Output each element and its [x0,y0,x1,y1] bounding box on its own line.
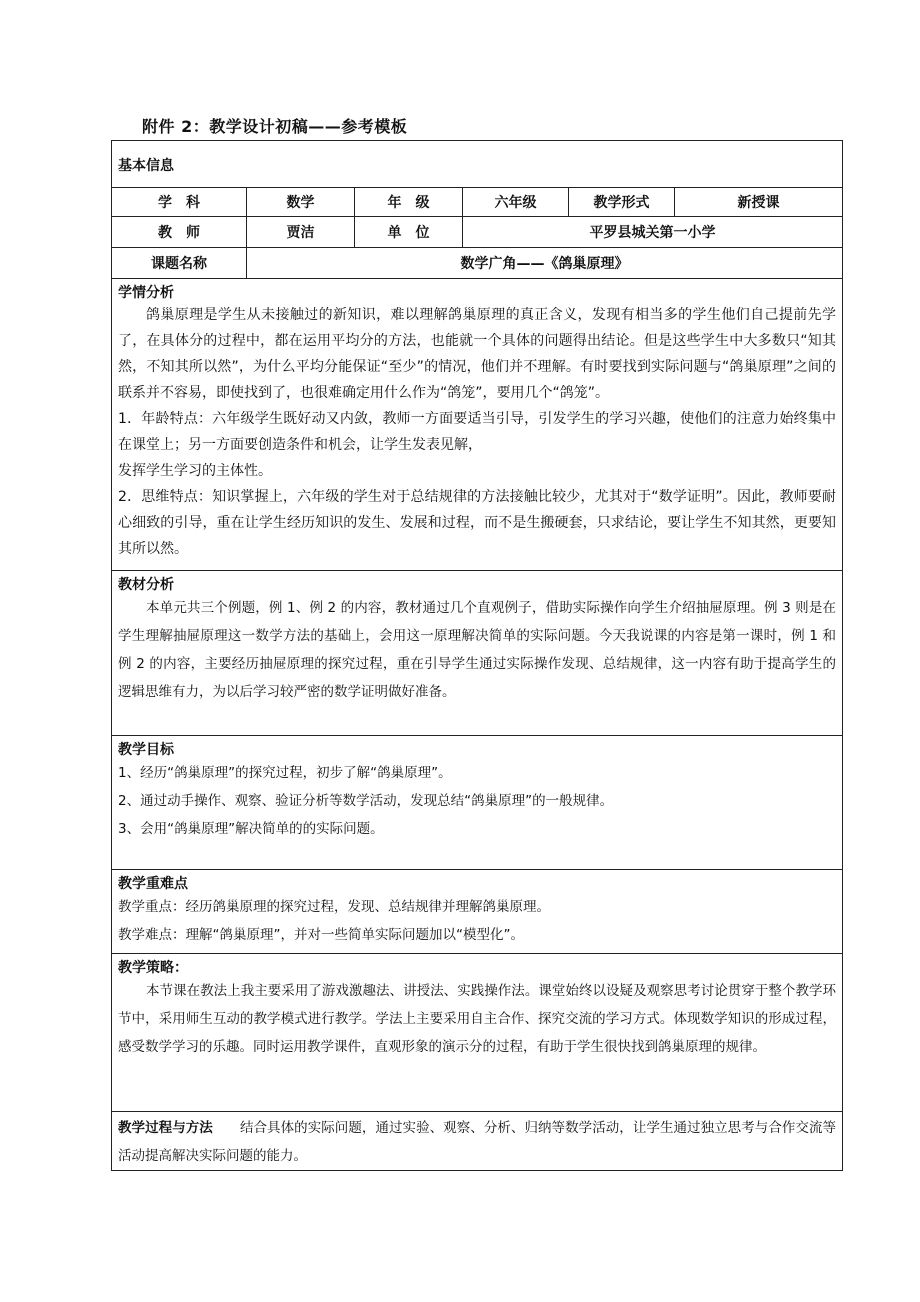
material-analysis-heading: 教材分析 [118,577,174,593]
difficult-point-text: 教学难点：理解“鸽巢原理”，并对一些简单实际问题加以“模型化”。 [118,927,524,943]
goal-item: 1、经历“鸽巢原理”的探究过程，初步了解“鸽巢原理”。 [118,765,452,781]
teaching-process-paragraph [112,1112,842,1170]
learner-analysis-section [112,279,843,571]
goal-item: 2、通过动手操作、观察、验证分析等数学活动，发现总结“鸽巢原理”的一般规律。 [118,793,614,809]
teaching-strategy-heading: 教学策略： [118,960,188,976]
topic-value: 数学广角——《鸽巢原理》 [247,248,843,279]
grade-value: 六年级 [463,188,569,217]
basic-info-label: 基本信息 [118,158,174,174]
teaching-process-text: 结合具体的实际问题，通过实验、观察、分析、归纳等数学活动，让学生通过独立思考与合作交流等活动提高解决实际问题的能力。 [118,1120,837,1164]
key-difficult-points-heading: 教学重难点 [118,876,188,892]
unit-label: 单 位 [355,217,463,248]
basic-info-header [112,141,843,188]
teaching-goals-heading: 教学目标 [118,742,174,758]
age-characteristics: 1．年龄特点：六年级学生既好动又内敛，教师一方面要适当引导，引发学生的学习兴趣，使他们的注意力始终集中在课堂上；另一方面要创造条件和机会，让学生发表见解， [118,411,836,453]
learner-analysis-paragraph: 鸽巢原理是学生从未接触过的新知识，难以理解鸽巢原理的真正含义，发现有相当多的学生他们自己提前先学了，在具体分的过程中，都在运用平均分的方法，也能就一个具体的问题得出结论。但是这些学生中大多数只“知其然，不知其所以然”，为什么平均分能保证“至少”的情况，他们并不理解。有时要找到实际问题与“鸽巢原理”之间的联系并不容易，即使找到了，也很难确定用什么作为“鸽笼”，要用几个“鸽笼”。 [118,307,836,401]
teaching-strategy-section [112,954,843,1112]
age-characteristics-cont: 发挥学生学习的主体性。 [118,463,272,479]
teaching-form-label: 教学形式 [569,188,675,217]
grade-label: 年 级 [355,188,463,217]
key-point-text: 教学重点：经历鸽巢原理的探究过程，发现、总结规律并理解鸽巢原理。 [118,899,550,915]
teacher-label: 教 师 [112,217,247,248]
learner-analysis-heading: 学情分析 [118,285,174,301]
lesson-design-form [111,140,843,1171]
subject-value: 数学 [247,188,355,217]
teaching-process-section [112,1112,843,1171]
topic-label: 课题名称 [112,248,247,279]
key-difficult-points-section [112,870,843,954]
unit-value: 平罗县城关第一小学 [463,217,843,248]
subject-label: 学 科 [112,188,247,217]
teaching-goals-section [112,736,843,870]
material-analysis-paragraph: 本单元共三个例题，例 1、例 2 的内容，教材通过几个直观例子，借助实际操作向学生介绍抽屉原理。例 3 则是在学生理解抽屉原理这一数学方法的基础上，会用这一原理解决简单的实际问题。今天我说课的内容是第一课时，例 1 和例 2 的内容，主要经历抽屉原理的探究过程，重在引导学生通过实际操作发现、总结规律，这一内容有助于提高学生的逻辑思维有力，为以后学习较严密的数学证明做好准备。 [118,600,836,700]
material-analysis-section [112,571,843,736]
teaching-process-heading: 教学过程与方法 [118,1120,213,1136]
goal-item: 3、会用“鸽巢原理”解决简单的的实际问题。 [118,821,384,837]
document-title: 附件 2：教学设计初稿——参考模板 [142,117,408,136]
thinking-characteristics: 2．思维特点：知识掌握上，六年级的学生对于总结规律的方法接触比较少，尤其对于“数学证明”。因此，教师要耐心细致的引导，重在让学生经历知识的发生、发展和过程，而不是生搬硬套，只求结论，要让学生不知其然，更要知其所以然。 [118,489,836,557]
teaching-form-value: 新授课 [675,188,843,217]
teacher-value: 贾洁 [247,217,355,248]
teaching-strategy-paragraph: 本节课在教法上我主要采用了游戏激趣法、讲授法、实践操作法。课堂始终以设疑及观察思考讨论贯穿于整个教学环节中，采用师生互动的教学模式进行教学。学法上主要采用自主合作、探究交流的学习方式。体现数学知识的形成过程，感受数学学习的乐趣。同时运用教学课件，直观形象的演示分的过程，有助于学生很快找到鸽巢原理的规律。 [118,983,836,1055]
